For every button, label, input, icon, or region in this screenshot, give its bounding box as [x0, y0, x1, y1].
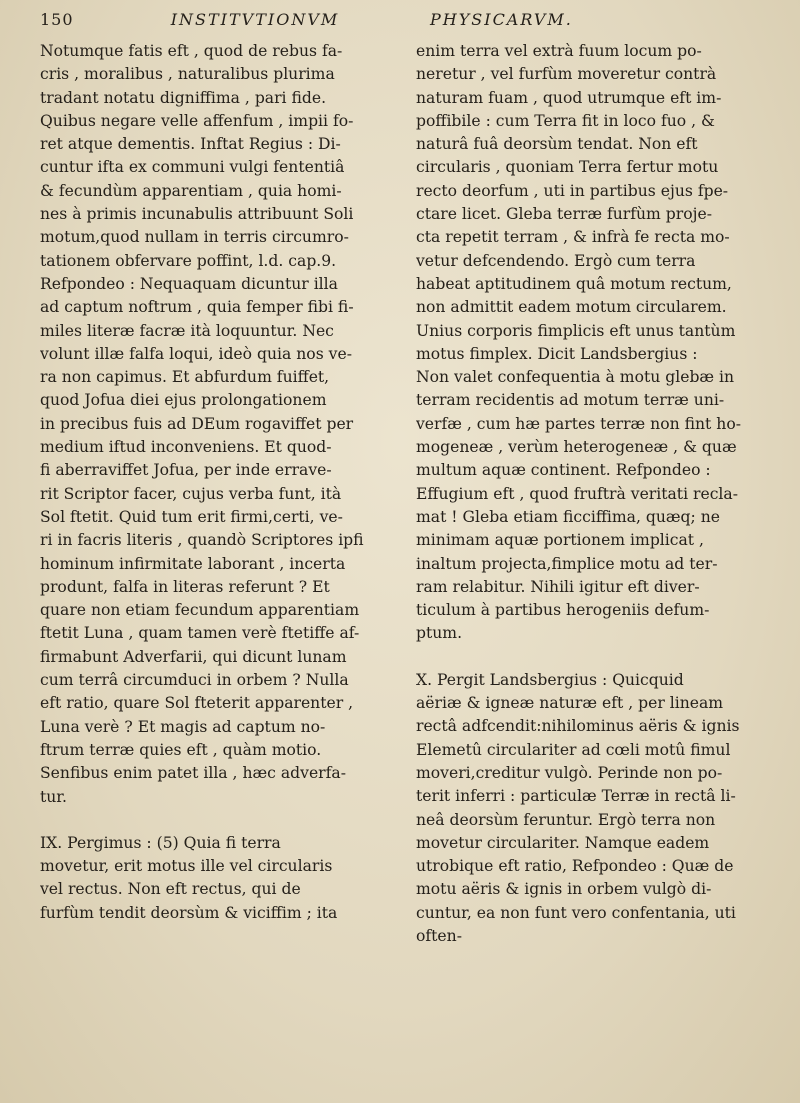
text-line: Unius corporis fimplicis eft unus tantùm [416, 321, 736, 340]
text-line: Non valet confequentia à motu glebæ in [416, 368, 735, 387]
text-line: quod Jofua diei ejus prolongationem [40, 391, 327, 410]
text-line: ticulum à partibus herogeniis defum- [416, 601, 710, 620]
text-line: Elemetû circulariter ad cœli motû fimul [416, 740, 731, 759]
text-line: eft ratio, quare Sol fteterit apparenter , [40, 694, 354, 713]
text-line: ad captum noftrum , quia femper fibi fi- [40, 298, 354, 317]
text-line: quare non etiam fecundum apparentiam [40, 601, 360, 620]
text-line: vetur defcendendo. Ergò cum terra [416, 251, 696, 270]
text-line: volunt illæ falfa loqui, ideò quia nos ve- [40, 344, 352, 363]
text-line: motum,quod nullam in terris circumro- [40, 228, 349, 247]
text-line: cuntur, ea non funt vero confentania, uti [416, 903, 736, 922]
text-line: motus fimplex. Dicit Landsbergius : [416, 344, 698, 363]
text-line: fi aberraviffet Jofua, per inde errave- [40, 461, 332, 480]
text-line: medium iftud inconveniens. Et quod- [40, 438, 332, 457]
text-line: motu aëris & ignis in orbem vulgò di- [416, 880, 712, 899]
text-line [416, 646, 774, 669]
text-line: ftrum terræ quies eft , quàm motio. [40, 740, 322, 759]
text-line: naturâ fuâ deorsùm tendat. Non eft [416, 135, 698, 154]
text-line: inaltum projecta,fimplice motu ad ter- [416, 554, 718, 573]
text-line: naturam fuam , quod utrumque eft im- [416, 88, 722, 107]
text-line: neretur , vel furfùm moveretur contrà [416, 65, 717, 84]
text-line: neâ deorsùm feruntur. Ergò terra non [416, 810, 716, 829]
text-line: circularis , quoniam Terra fertur motu [416, 158, 719, 177]
text-line: Luna verè ? Et magis ad captum no- [40, 717, 326, 736]
text-line: cuntur ifta ex communi vulgi fententiâ [40, 158, 345, 177]
text-line: nes à primis incunabulis attribuunt Soli [40, 205, 354, 224]
text-line: Notumque fatis eft , quod de rebus fa- [40, 42, 343, 60]
text-line: cris , moralibus , naturalibus plurima [40, 65, 335, 84]
text-line: tur. [40, 787, 68, 806]
text-line: rit Scriptor facer, cujus verba funt, ità [40, 484, 342, 503]
text-line: ram relabitur. Nihili igitur eft diver- [416, 577, 700, 596]
text-line: miles literæ facræ ità loquuntur. Nec [40, 321, 334, 340]
right-column [416, 40, 774, 948]
text-line: X. Pergit Landsbergius : Quicquid [416, 670, 684, 689]
text-line: firmabunt Adverfarii, qui dicunt lunam [40, 647, 347, 666]
text-line: tradant notatu digniffima , pari fide. [40, 88, 327, 107]
text-line: ra non capimus. Et abfurdum fuiffet, [40, 368, 330, 387]
text-line: movetur, erit motus ille vel circularis [40, 857, 333, 876]
text-line: often- [416, 926, 462, 945]
text-line: poffibile : cum Terra fit in loco fuo , & [416, 111, 715, 130]
text-line: habeat aptitudinem quâ motum rectum, [416, 274, 732, 293]
text-line: furfùm tendit deorsùm & viciffim ; ita [40, 903, 338, 922]
text-line: verfæ , cum hæ partes terræ non fint ho- [416, 414, 741, 433]
text-line: Senfibus enim patet illa , hæc adverfa- [40, 764, 346, 783]
text-line: multum aquæ continent. Refpondeo : [416, 461, 711, 480]
text-line: terram recidentis ad motum terræ uni- [416, 391, 725, 410]
text-line: IX. Pergimus : (5) Quia fi terra [40, 833, 281, 852]
text-line: cta repetit terram , & infrà fe recta mo- [416, 228, 730, 247]
text-line: hominum infirmitate laborant , incerta [40, 554, 346, 573]
running-title-right: PHYSICARVM. [430, 10, 573, 29]
text-line [40, 809, 398, 832]
text-line: Quibus negare velle affenfum , impii fo- [40, 111, 354, 130]
page-number: 150 [40, 10, 74, 29]
text-line: & fecundùm apparentiam , quia homi- [40, 181, 342, 200]
text-columns [40, 40, 776, 948]
running-header [40, 10, 776, 40]
text-line: ret atque dementis. Inftat Regius : Di- [40, 135, 341, 154]
text-line: mogeneæ , verùm heterogeneæ , & quæ [416, 438, 737, 457]
text-line: vel rectus. Non eft rectus, qui de [40, 880, 301, 899]
text-line: produnt, falfa in literas referunt ? Et [40, 577, 330, 596]
text-line: recto deorfum , uti in partibus ejus fpe- [416, 181, 729, 200]
text-line: tationem obfervare poffint, l.d. cap.9. [40, 251, 337, 270]
text-line: moveri,creditur vulgò. Perinde non po- [416, 763, 723, 782]
running-title-left: INSTITVTIONVM [170, 10, 340, 29]
text-line: Refpondeo : Nequaquam dicuntur illa [40, 274, 338, 293]
text-line: aëriæ & igneæ naturæ eft , per lineam [416, 694, 724, 713]
left-column [40, 40, 398, 948]
text-line: ctare licet. Gleba terræ furfùm proje- [416, 205, 712, 224]
text-line: ri in facris literis , quandò Scriptores ipfi [40, 531, 364, 550]
text-line: non admittit eadem motum circularem. [416, 298, 727, 317]
text-line: mat ! Gleba etiam ficciffima, quæq; ne [416, 507, 721, 526]
text-line: ptum. [416, 624, 463, 643]
text-line: Sol ftetit. Quid tum erit firmi,certi, ve- [40, 507, 343, 526]
text-line: cum terrâ circumduci in orbem ? Nulla [40, 671, 349, 690]
text-line: rectâ adfcendit:nihilominus aëris & ignis [416, 717, 740, 736]
text-line: enim terra vel extrà fuum locum po- [416, 42, 702, 60]
text-line: utrobique eft ratio, Refpondeo : Quæ de [416, 857, 734, 876]
text-line: terit inferri : particulæ Terræ in rectâ li- [416, 787, 736, 806]
text-line: movetur circulariter. Namque eadem [416, 833, 710, 852]
text-line: in precibus fuis ad DEum rogaviffet per [40, 414, 354, 433]
text-line: ftetit Luna , quam tamen verè ftetiffe af- [40, 624, 360, 643]
text-line: minimam aquæ portionem implicat , [416, 531, 704, 550]
text-line: Effugium eft , quod fruftrà veritati recla- [416, 484, 738, 503]
